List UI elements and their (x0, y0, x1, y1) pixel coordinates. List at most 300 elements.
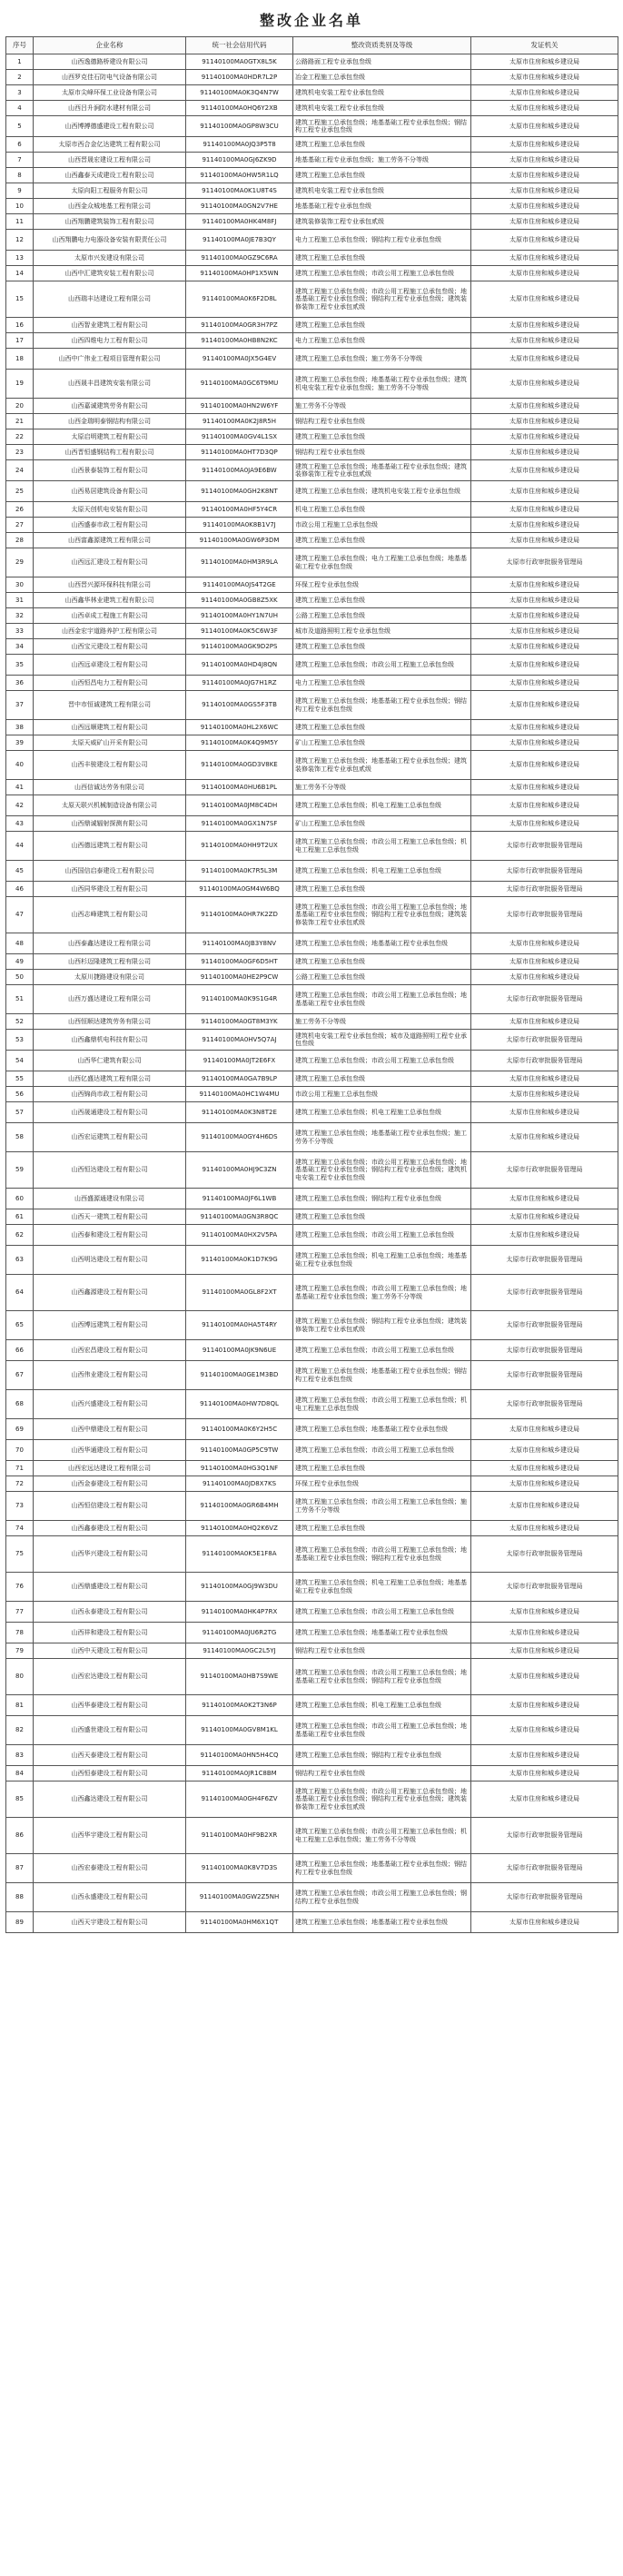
credit-code: 91140100MA0JA9E6BW (186, 460, 293, 481)
qualification: 建筑工程施工总承包叁级；地基基础工程专业承包叁级；钢结构工程专业承包叁级 (293, 1854, 471, 1883)
table-row (6, 214, 618, 230)
row-number: 20 (6, 399, 34, 414)
row-number: 6 (6, 137, 34, 153)
issuing-authority: 太原市住房和城乡建设局 (471, 1912, 618, 1933)
table-row (6, 137, 618, 153)
document-title: 整改企业名单 (259, 12, 363, 29)
table-row (6, 1340, 618, 1361)
table-row (6, 251, 618, 266)
qualification: 建筑工程施工总承包叁级；地基基础工程专业承包叁级 (293, 933, 471, 954)
table-row (6, 1461, 618, 1476)
credit-code: 91140100MA0HR7K2ZD (186, 897, 293, 933)
company-name: 山西逸德路桥建设有限公司 (34, 54, 186, 70)
issuing-authority: 太原市住房和城乡建设局 (471, 954, 618, 970)
qualification: 钢结构工程专业承包叁级 (293, 1643, 471, 1659)
table-row (6, 1745, 618, 1766)
company-name: 山西志峰建筑工程有限公司 (34, 897, 186, 933)
issuing-authority: 太原市住房和城乡建设局 (471, 655, 618, 676)
company-name: 山西智业建筑工程有限公司 (34, 318, 186, 333)
row-number: 50 (6, 970, 34, 985)
issuing-authority: 太原市住房和城乡建设局 (471, 1745, 618, 1766)
issuing-authority: 太原市住房和城乡建设局 (471, 1602, 618, 1623)
table-row (6, 970, 618, 985)
issuing-authority: 太原市住房和城乡建设局 (471, 1461, 618, 1476)
company-name: 山西祥和建设工程有限公司 (34, 1623, 186, 1643)
qualification: 建筑工程施工总承包叁级；市政公用工程施工总承包叁级 (293, 1440, 471, 1461)
table-row (6, 370, 618, 399)
issuing-authority: 太原市行政审批服务管理局 (471, 1390, 618, 1419)
company-name: 山西晟丰昌建筑安装有限公司 (34, 370, 186, 399)
table-row (6, 1476, 618, 1492)
row-number: 30 (6, 577, 34, 593)
issuing-authority: 太原市行政审批服务管理局 (471, 1536, 618, 1573)
issuing-authority: 太原市住房和城乡建设局 (471, 518, 618, 533)
issuing-authority: 太原市住房和城乡建设局 (471, 1419, 618, 1440)
row-number: 38 (6, 720, 34, 735)
qualification: 地基基础工程专业承包叁级；施工劳务不分等级 (293, 153, 471, 168)
issuing-authority: 太原市住房和城乡建设局 (471, 1476, 618, 1492)
row-number: 9 (6, 183, 34, 199)
credit-code: 91140100MA0JU6R2TG (186, 1623, 293, 1643)
qualification: 建筑工程施工总承包叁级；地基基础工程专业承包叁级 (293, 1623, 471, 1643)
credit-code: 91140100MA0K5C6W3F (186, 624, 293, 639)
company-name: 山西泰和建设工程有限公司 (34, 1225, 186, 1246)
row-number: 19 (6, 370, 34, 399)
company-name: 山西罗克佳石防电气设备有限公司 (34, 70, 186, 85)
company-name: 山西恒信建设工程有限公司 (34, 1492, 186, 1521)
qualification: 建筑工程施工总承包叁级；地基基础工程专业承包叁级 (293, 1912, 471, 1933)
credit-code: 91140100MA0GH4F6ZV (186, 1781, 293, 1818)
table-row (6, 882, 618, 897)
issuing-authority: 太原市住房和城乡建设局 (471, 1492, 618, 1521)
qualification: 建筑工程施工总承包叁级；机电工程施工总承包叁级；地基基础工程专业承包叁级 (293, 1246, 471, 1275)
credit-code: 91140100MA0JF6L1WB (186, 1189, 293, 1209)
table-row (6, 1246, 618, 1275)
credit-code: 91140100MA0JK9N6UE (186, 1340, 293, 1361)
credit-code: 91140100MA0HC1W4MU (186, 1087, 293, 1102)
table-row (6, 1781, 618, 1818)
company-name: 山西恒达建设工程有限公司 (34, 1152, 186, 1189)
qualification: 建筑工程施工总承包叁级 (293, 954, 471, 970)
company-name: 山西德远建筑工程有限公司 (34, 832, 186, 861)
table-row (6, 481, 618, 502)
company-name: 山西中天建设工程有限公司 (34, 1643, 186, 1659)
company-name: 山西鑫华林业建筑工程有限公司 (34, 593, 186, 608)
qualification: 电力工程施工总承包叁级；钢结构工程专业承包叁级 (293, 230, 471, 251)
issuing-authority: 太原市住房和城乡建设局 (471, 333, 618, 349)
row-number: 31 (6, 593, 34, 608)
credit-code: 91140100MA0K3N8T2E (186, 1102, 293, 1123)
table-row (6, 593, 618, 608)
qualification: 环保工程专业承包叁级 (293, 577, 471, 593)
issuing-authority: 太原市行政审批服务管理局 (471, 832, 618, 861)
credit-code: 91140100MA0HT7D3QP (186, 445, 293, 460)
company-name: 山西宏运建筑工程有限公司 (34, 1123, 186, 1152)
company-name: 太原天威矿山开采有限公司 (34, 735, 186, 751)
qualification: 建筑工程施工总承包叁级 (293, 1461, 471, 1476)
issuing-authority: 太原市住房和城乡建设局 (471, 1716, 618, 1745)
row-number: 79 (6, 1643, 34, 1659)
row-number: 43 (6, 816, 34, 832)
credit-code: 91140100MA0GZ9C6RA (186, 251, 293, 266)
row-number: 61 (6, 1209, 34, 1225)
issuing-authority: 太原市行政审批服务管理局 (471, 1152, 618, 1189)
issuing-authority: 太原市住房和城乡建设局 (471, 414, 618, 429)
issuing-authority: 太原市行政审批服务管理局 (471, 1361, 618, 1390)
credit-code: 91140100MA0GN2V7HE (186, 199, 293, 214)
credit-code: 91140100MA0HD4J8QN (186, 655, 293, 676)
table-row (6, 608, 618, 624)
issuing-authority: 太原市行政审批服务管理局 (471, 897, 618, 933)
header-no: 序号 (6, 37, 34, 54)
row-number: 11 (6, 214, 34, 230)
credit-code: 91140100MA0K2J8R5H (186, 414, 293, 429)
issuing-authority: 太原市行政审批服务管理局 (471, 985, 618, 1014)
credit-code: 91140100MA0JM8C4DH (186, 795, 293, 816)
row-number: 67 (6, 1361, 34, 1390)
issuing-authority: 太原市住房和城乡建设局 (471, 460, 618, 481)
table-row (6, 735, 618, 751)
credit-code: 91140100MA0GW6P3DM (186, 533, 293, 548)
issuing-authority: 太原市行政审批服务管理局 (471, 1573, 618, 1602)
row-number: 52 (6, 1014, 34, 1030)
company-name: 山西金宏宇道路养护工程有限公司 (34, 624, 186, 639)
credit-code: 91140100MA0HDR7L2P (186, 70, 293, 85)
table-row (6, 933, 618, 954)
company-name: 山西易居建筑设备有限公司 (34, 481, 186, 502)
table-row (6, 897, 618, 933)
credit-code: 91140100MA0GX1N7SF (186, 816, 293, 832)
company-name: 山西天一建筑工程有限公司 (34, 1209, 186, 1225)
qualification: 建筑工程施工总承包叁级；市政公用工程施工总承包叁级 (293, 1340, 471, 1361)
table-row (6, 70, 618, 85)
issuing-authority: 太原市住房和城乡建设局 (471, 1014, 618, 1030)
row-number: 17 (6, 333, 34, 349)
qualification: 建筑机电安装工程专业承包叁级 (293, 85, 471, 101)
credit-code: 91140100MA0GY4H6DS (186, 1123, 293, 1152)
qualification: 建筑工程施工总承包叁级 (293, 1071, 471, 1087)
credit-code: 91140100MA0HQ6Y2XB (186, 101, 293, 116)
table-row (6, 266, 618, 281)
qualification: 建筑工程施工总承包叁级；市政公用工程施工总承包叁级；地基基础工程专业承包叁级；钢结构工程专业承包叁级 (293, 1659, 471, 1695)
table-row (6, 1521, 618, 1536)
credit-code: 91140100MA0GE1M3BD (186, 1361, 293, 1390)
row-number: 34 (6, 639, 34, 655)
company-name: 山西华泰建设工程有限公司 (34, 1695, 186, 1716)
table-row (6, 1716, 618, 1745)
qualification: 建筑工程施工总承包叁级 (293, 251, 471, 266)
issuing-authority: 太原市行政审批服务管理局 (471, 1883, 618, 1912)
issuing-authority: 太原市行政审批服务管理局 (471, 1340, 618, 1361)
issuing-authority: 太原市住房和城乡建设局 (471, 101, 618, 116)
credit-code: 91140100MA0HF9B2XR (186, 1818, 293, 1854)
credit-code: 91140100MA0HM6X1QT (186, 1912, 293, 1933)
credit-code: 91140100MA0HF5Y4CR (186, 502, 293, 518)
issuing-authority: 太原市住房和城乡建设局 (471, 1225, 618, 1246)
qualification: 建筑工程施工总承包叁级；机电工程施工总承包叁级 (293, 861, 471, 882)
row-number: 65 (6, 1311, 34, 1340)
issuing-authority: 太原市行政审批服务管理局 (471, 861, 618, 882)
credit-code: 91140100MA0HW7D8QL (186, 1390, 293, 1419)
credit-code: 91140100MA0GR3H7PZ (186, 318, 293, 333)
issuing-authority: 太原市住房和城乡建设局 (471, 399, 618, 414)
company-name: 山西晋晟宏建设工程有限公司 (34, 153, 186, 168)
company-name: 太原市尖峰环保工业设备有限公司 (34, 85, 186, 101)
row-number: 64 (6, 1275, 34, 1311)
company-name: 山西杉迈隆建筑工程有限公司 (34, 954, 186, 970)
company-name: 山西宏达建设工程有限公司 (34, 1659, 186, 1695)
table-row (6, 1492, 618, 1521)
company-name: 山西金瑞明泰钢结构有限公司 (34, 414, 186, 429)
credit-code: 91140100MA0HQ2K6VZ (186, 1521, 293, 1536)
issuing-authority: 太原市行政审批服务管理局 (471, 1051, 618, 1071)
company-name: 山西明达建设工程有限公司 (34, 1246, 186, 1275)
qualification: 施工劳务不分等级 (293, 1014, 471, 1030)
company-name: 山西盛泰市政工程有限公司 (34, 518, 186, 533)
row-number: 71 (6, 1461, 34, 1476)
qualification: 建筑工程施工总承包叁级；建筑机电安装工程专业承包叁级 (293, 481, 471, 502)
company-name: 山西盛世建设工程有限公司 (34, 1716, 186, 1745)
qualification: 建筑工程施工总承包叁级 (293, 1209, 471, 1225)
row-number: 42 (6, 795, 34, 816)
row-number: 48 (6, 933, 34, 954)
qualification: 建筑工程施工总承包叁级；市政公用工程施工总承包叁级 (293, 655, 471, 676)
table-row (6, 199, 618, 214)
table-row (6, 548, 618, 577)
table-row (6, 1225, 618, 1246)
issuing-authority: 太原市住房和城乡建设局 (471, 230, 618, 251)
qualification: 电力工程施工总承包叁级 (293, 333, 471, 349)
table-row (6, 54, 618, 70)
qualification: 建筑装修装饰工程专业承包贰级 (293, 214, 471, 230)
company-name: 山西泰鑫达建设工程有限公司 (34, 933, 186, 954)
credit-code: 91140100MA0GF6D5HT (186, 954, 293, 970)
table-row (6, 518, 618, 533)
issuing-authority: 太原市住房和城乡建设局 (471, 481, 618, 502)
credit-code: 91140100MA0K5E1F8A (186, 1536, 293, 1573)
issuing-authority: 太原市行政审批服务管理局 (471, 548, 618, 577)
row-number: 63 (6, 1246, 34, 1275)
row-number: 27 (6, 518, 34, 533)
credit-code: 91140100MA0HJ9C3ZN (186, 1152, 293, 1189)
issuing-authority: 太原市行政审批服务管理局 (471, 1275, 618, 1311)
credit-code: 91140100MA0HK4M8FJ (186, 214, 293, 230)
issuing-authority: 太原市住房和城乡建设局 (471, 751, 618, 780)
qualification: 建筑工程施工总承包叁级；钢结构工程专业承包叁级 (293, 1745, 471, 1766)
company-name: 山西天宇建设工程有限公司 (34, 1912, 186, 1933)
qualification: 钢结构工程专业承包叁级 (293, 445, 471, 460)
company-name: 山西翔鹏建筑装饰工程有限公司 (34, 214, 186, 230)
credit-code: 91140100MA0JX5G4EV (186, 349, 293, 370)
company-name: 山西博远建筑工程有限公司 (34, 1311, 186, 1340)
row-number: 40 (6, 751, 34, 780)
qualification: 公路工程施工总承包叁级 (293, 970, 471, 985)
row-number: 59 (6, 1152, 34, 1189)
row-number: 89 (6, 1912, 34, 1933)
table-row (6, 1051, 618, 1071)
company-name: 山西中鼎建设工程有限公司 (34, 1419, 186, 1440)
row-number: 2 (6, 70, 34, 85)
table-row (6, 1311, 618, 1340)
row-number: 10 (6, 199, 34, 214)
company-name: 太原市兴发建设有限公司 (34, 251, 186, 266)
issuing-authority: 太原市住房和城乡建设局 (471, 370, 618, 399)
credit-code: 91140100MA0GC6T9MU (186, 370, 293, 399)
row-number: 86 (6, 1818, 34, 1854)
company-name: 山西鑫源建设工程有限公司 (34, 1275, 186, 1311)
qualification: 公路路面工程专业承包叁级 (293, 54, 471, 70)
qualification: 机电工程施工总承包叁级 (293, 502, 471, 518)
issuing-authority: 太原市住房和城乡建设局 (471, 933, 618, 954)
company-name: 山西吕升涧防水建材有限公司 (34, 101, 186, 116)
credit-code: 91140100MA0HW5R1LQ (186, 168, 293, 183)
company-name: 山西瑞丰达建设工程有限公司 (34, 281, 186, 318)
qualification: 建筑工程施工总承包叁级；市政公用工程施工总承包叁级；地基基础工程专业承包叁级；钢结构工程专业承包叁级；建筑装修装饰工程专业承包贰级 (293, 281, 471, 318)
table-row (6, 1014, 618, 1030)
table-row (6, 183, 618, 199)
issuing-authority: 太原市住房和城乡建设局 (471, 54, 618, 70)
company-name: 山西晟通建设工程有限公司 (34, 1102, 186, 1123)
issuing-authority: 太原市住房和城乡建设局 (471, 502, 618, 518)
row-number: 29 (6, 548, 34, 577)
credit-code: 91140100MA0HU6B1PL (186, 780, 293, 795)
company-name: 山西晋兴源环保科技有限公司 (34, 577, 186, 593)
table-row (6, 676, 618, 691)
qualification: 建筑机电安装工程专业承包叁级 (293, 183, 471, 199)
issuing-authority: 太原市住房和城乡建设局 (471, 1440, 618, 1461)
qualification: 建筑工程施工总承包叁级；市政公用工程施工总承包叁级 (293, 1051, 471, 1071)
row-number: 5 (6, 116, 34, 137)
credit-code: 91140100MA0GJ6ZK9D (186, 153, 293, 168)
credit-code: 91140100MA0K2T3N6P (186, 1695, 293, 1716)
table-body (6, 54, 618, 1933)
header-credit-code: 统一社会信用代码 (186, 37, 293, 54)
table-row (6, 655, 618, 676)
issuing-authority: 太原市住房和城乡建设局 (471, 780, 618, 795)
company-name: 山西华兴建设工程有限公司 (34, 1536, 186, 1573)
qualification: 建筑工程施工总承包叁级 (293, 882, 471, 897)
company-name: 山西金众城地基工程有限公司 (34, 199, 186, 214)
company-name: 山西丰骏建设工程有限公司 (34, 751, 186, 780)
credit-code: 91140100MA0GK9D2PS (186, 639, 293, 655)
company-name: 山西华宇建设工程有限公司 (34, 1818, 186, 1854)
issuing-authority: 太原市住房和城乡建设局 (471, 691, 618, 720)
qualification: 建筑工程施工总承包叁级 (293, 429, 471, 445)
qualification: 建筑工程施工总承包叁级 (293, 168, 471, 183)
credit-code: 91140100MA0K7R5L3M (186, 861, 293, 882)
row-number: 28 (6, 533, 34, 548)
credit-code: 91140100MA0K6Y2H5C (186, 1419, 293, 1440)
table-row (6, 1536, 618, 1573)
company-name: 山西博搏德盛建设工程有限公司 (34, 116, 186, 137)
issuing-authority: 太原市住房和城乡建设局 (471, 577, 618, 593)
issuing-authority: 太原市住房和城乡建设局 (471, 1071, 618, 1087)
row-number: 18 (6, 349, 34, 370)
credit-code: 91140100MA0JB3Y8NV (186, 933, 293, 954)
company-name: 山西晋恒盛钢结构工程有限公司 (34, 445, 186, 460)
issuing-authority: 太原市住房和城乡建设局 (471, 1781, 618, 1818)
qualification: 建筑工程施工总承包叁级；机电工程施工总承包叁级；地基基础工程专业承包叁级 (293, 1573, 471, 1602)
table-row (6, 1643, 618, 1659)
row-number: 44 (6, 832, 34, 861)
qualification: 建筑工程施工总承包叁级；市政公用工程施工总承包叁级 (293, 1225, 471, 1246)
qualification: 钢结构工程专业承包叁级 (293, 1766, 471, 1781)
table-row (6, 985, 618, 1014)
row-number: 78 (6, 1623, 34, 1643)
credit-code: 91140100MA0JS4T2GE (186, 577, 293, 593)
credit-code: 91140100MA0GR6B4MH (186, 1492, 293, 1521)
company-name: 山西远汇建设工程有限公司 (34, 548, 186, 577)
qualification: 市政公用工程施工总承包叁级 (293, 1087, 471, 1102)
issuing-authority: 太原市住房和城乡建设局 (471, 639, 618, 655)
table-header-row (6, 37, 618, 54)
table-row (6, 1883, 618, 1912)
qualification: 地基基础工程专业承包叁级 (293, 199, 471, 214)
row-number: 60 (6, 1189, 34, 1209)
issuing-authority: 太原市行政审批服务管理局 (471, 1854, 618, 1883)
qualification: 建筑工程施工总承包叁级；地基基础工程专业承包叁级；施工劳务不分等级 (293, 1123, 471, 1152)
company-name: 山西伟业建设工程有限公司 (34, 1361, 186, 1390)
table-row (6, 861, 618, 882)
qualification: 建筑工程施工总承包叁级；钢结构工程专业承包叁级；建筑装修装饰工程专业承包贰级 (293, 1311, 471, 1340)
credit-code: 91140100MA0GTX8L5K (186, 54, 293, 70)
issuing-authority: 太原市住房和城乡建设局 (471, 251, 618, 266)
company-name: 山西亿盛达建筑工程有限公司 (34, 1071, 186, 1087)
company-name: 山西鑫达建设工程有限公司 (34, 1781, 186, 1818)
issuing-authority: 太原市住房和城乡建设局 (471, 676, 618, 691)
qualification: 建筑工程施工总承包叁级；地基基础工程专业承包叁级；建筑装修装饰工程专业承包贰级 (293, 751, 471, 780)
company-name: 山西四维电力工程有限公司 (34, 333, 186, 349)
issuing-authority: 太原市行政审批服务管理局 (471, 882, 618, 897)
company-name: 太原天联兴机械制造设备有限公司 (34, 795, 186, 816)
credit-code: 91140100MA0HX2V5PA (186, 1225, 293, 1246)
company-name: 山西恒昌电力工程有限公司 (34, 676, 186, 691)
qualification: 市政公用工程施工总承包叁级 (293, 518, 471, 533)
row-number: 57 (6, 1102, 34, 1123)
qualification: 建筑工程施工总承包叁级；市政公用工程施工总承包叁级；地基基础工程专业承包叁级；钢结构工程专业承包叁级；建筑装修装饰工程专业承包贰级 (293, 897, 471, 933)
table-row (6, 1419, 618, 1440)
row-number: 73 (6, 1492, 34, 1521)
company-name: 山西鑫鼎机电科技有限公司 (34, 1030, 186, 1051)
credit-code: 91140100MA0JE7B3QY (186, 230, 293, 251)
credit-code: 91140100MA0HP1X5WN (186, 266, 293, 281)
row-number: 83 (6, 1745, 34, 1766)
issuing-authority: 太原市住房和城乡建设局 (471, 1623, 618, 1643)
credit-code: 91140100MA0GJ9W3DU (186, 1573, 293, 1602)
issuing-authority: 太原市住房和城乡建设局 (471, 116, 618, 137)
table-row (6, 1440, 618, 1461)
table-row (6, 460, 618, 481)
row-number: 7 (6, 153, 34, 168)
credit-code: 91140100MA0JQ3P5T8 (186, 137, 293, 153)
table-row (6, 1102, 618, 1123)
row-number: 53 (6, 1030, 34, 1051)
issuing-authority: 太原市住房和城乡建设局 (471, 533, 618, 548)
qualification: 施工劳务不分等级 (293, 399, 471, 414)
table-row (6, 1152, 618, 1189)
row-number: 68 (6, 1390, 34, 1419)
qualification: 环保工程专业承包叁级 (293, 1476, 471, 1492)
row-number: 13 (6, 251, 34, 266)
row-number: 22 (6, 429, 34, 445)
credit-code: 91140100MA0GN3R8QC (186, 1209, 293, 1225)
credit-code: 91140100MA0GL8F2XT (186, 1275, 293, 1311)
header-qualification: 整改资质类别及等级 (293, 37, 471, 54)
row-number: 46 (6, 882, 34, 897)
qualification: 建筑工程施工总承包叁级；电力工程施工总承包叁级；地基基础工程专业承包叁级 (293, 548, 471, 577)
table-row (6, 1275, 618, 1311)
table-row (6, 1659, 618, 1695)
